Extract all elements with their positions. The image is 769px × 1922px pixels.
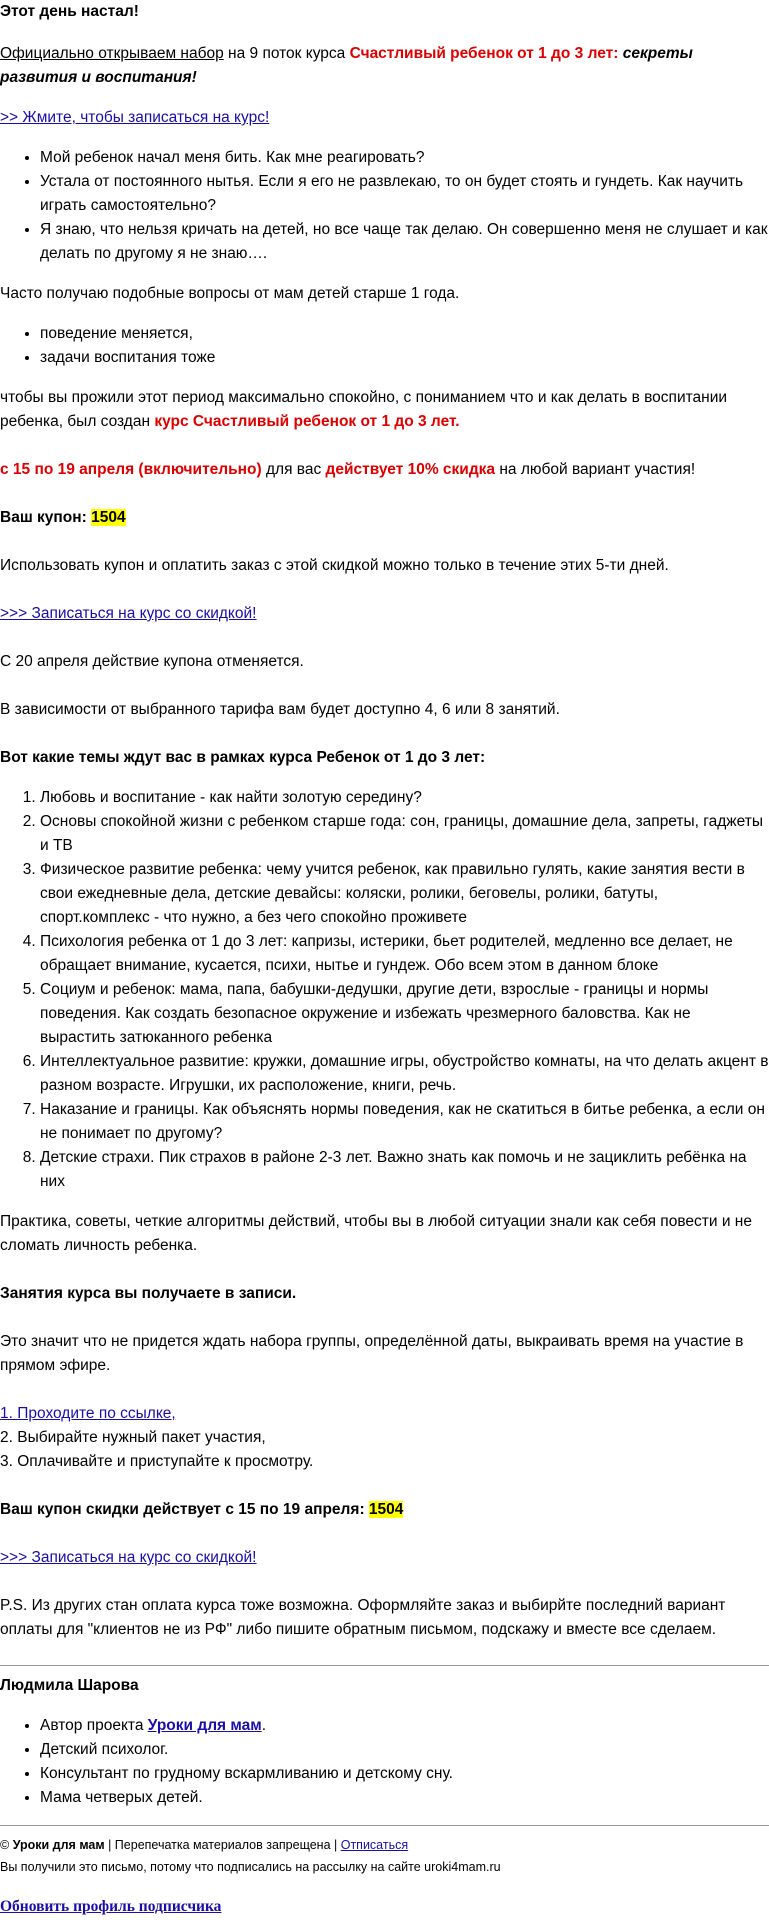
update-profile-paragraph [0, 1895, 769, 1919]
step-1-link[interactable]: 1. Проходите по ссылке, [0, 1405, 176, 1422]
discount-amount: действует 10% скидка [325, 461, 496, 478]
list-item: • задачи воспитания тоже [40, 346, 769, 370]
coupon-usage: Использовать купон и оплатить заказ с этой скидкой можно только в течение этих 5-ти дней. [0, 557, 669, 574]
discount-signup-link-2[interactable]: >>> Записаться на курс со скидкой! [0, 1549, 257, 1566]
recorded-heading: Занятия курса вы получаете в записи. [0, 1285, 297, 1302]
unsubscribe-link[interactable]: Отписаться [340, 1838, 409, 1852]
list-item: • Устала от постоянного нытья. Если я его не развлекаю, то он будет стоять и гундеть. Как научить играть самостоятельно? [40, 170, 769, 218]
tariff-text: В зависимости от выбранного тарифа вам будет доступно 4, 6 или 8 занятий. [0, 701, 560, 718]
steps-block [0, 1402, 769, 1474]
purpose-text: чтобы вы прожили этот период максимально спокойно, с пониманием что и как делать в воспитании ребенка, был создан [0, 389, 728, 430]
list-item: • Мама четверых детей. [40, 1786, 769, 1810]
update-profile-link[interactable]: Обновить профиль подписчика [0, 1898, 222, 1915]
copyright-symbol: © [0, 1838, 13, 1852]
final-coupon-code: 1504 [368, 1501, 404, 1518]
footer-line [0, 1837, 769, 1853]
list-item: 5. Социум и ребенок: мама, папа, бабушки-дедушки, другие дети, взрослые - границы и нормы поведения. Как создать безопасное окружение и избежать чрезмерного баловства. Как не вырастить затюканного ребенка [40, 978, 769, 1050]
practice-text: Практика, советы, четкие алгоритмы действий, чтобы вы в любой ситуации знали как себя повести и не сломать личность ребенка. [0, 1213, 752, 1254]
footer-brand: Уроки для мам [12, 1838, 105, 1852]
intro-underlined: Официально открываем набор [0, 45, 224, 62]
list-item: • поведение меняется, [40, 322, 769, 346]
list-item: • Детский психолог. [40, 1738, 769, 1762]
recorded-text: Это значит что не придется ждать набора группы, определённой даты, выкраивать время на участие в прямом эфире. [0, 1333, 744, 1374]
step-3-text: 3. Оплачивайте и приступайте к просмотру. [0, 1453, 314, 1470]
email-heading: Этот день настал! [0, 3, 139, 20]
project-suffix: . [261, 1717, 267, 1734]
list-item: 4. Психология ребенка от 1 до 3 лет: капризы, истерики, бьет родителей, медленно все делает, не обращает внимание, кусается, психи, нытье и гундеж. Обо всем этом в данном блоке [40, 930, 769, 978]
discount-dates: с 15 по 19 апреля (включительно) [0, 461, 262, 478]
list-item [40, 1714, 769, 1738]
signup-paragraph [0, 106, 769, 130]
intro-course-subtitle: секреты развития и воспитания! [0, 45, 693, 86]
topics-list [0, 786, 769, 1194]
author-roles-list [0, 1714, 769, 1810]
footer-divider [0, 1825, 769, 1826]
list-item: 6. Интеллектуальное развитие: кружки, домашние игры, обустройство комнаты, на что делать акцент в разном возрасте. Игрушки, их расположение, книги, речь. [40, 1050, 769, 1098]
coupon-code: 1504 [91, 509, 126, 526]
author-name: Людмила Шарова [0, 1677, 139, 1694]
list-item: 2. Основы спокойной жизни с ребенком старше года: сон, границы, домашние дела, запреты, гаджеты и ТВ [40, 810, 769, 858]
step-2-text: 2. Выбирайте нужный пакет участия, [0, 1429, 266, 1446]
final-coupon-label: Ваш купон скидки действует с 15 по 19 апреля: [0, 1501, 369, 1518]
purpose-paragraph [0, 386, 769, 434]
coupon-cancel: С 20 апреля действие купона отменяется. [0, 653, 304, 670]
list-item: 7. Наказание и границы. Как объяснять нормы поведения, как не скатиться в битье ребенка, а если он не понимает по другому? [40, 1098, 769, 1146]
discount-text-1: для вас [261, 461, 326, 478]
coupon-label: Ваш купон: [0, 509, 92, 526]
discount-signup-link[interactable]: >>> Записаться на курс со скидкой! [0, 605, 257, 622]
coupon-paragraph [0, 506, 769, 530]
changes-list [0, 322, 769, 370]
intro-paragraph [0, 42, 769, 90]
intro-plain: на 9 поток курса [223, 45, 350, 62]
questions-list [0, 146, 769, 266]
final-coupon-paragraph [0, 1498, 769, 1522]
list-item: 3. Физическое развитие ребенка: чему учится ребенок, как правильно гулять, какие занятия вести в свои ежедневные дела, детские девайсы: коляски, ролики, беговелы, ролики, батуты, спорт.комплекс - что нужно, а без чего спокойно проживете [40, 858, 769, 930]
often-paragraph: Часто получаю подобные вопросы от мам детей старше 1 года. [0, 285, 460, 302]
ps-text: P.S. Из других стан оплата курса тоже возможна. Оформляйте заказ и выбирйте последний вариант оплаты для "клиентов не из РФ" либо пишите обратным письмом, подскажу и вместе все сделаем. [0, 1597, 726, 1638]
list-item: 8. Детские страхи. Пик страхов в районе 2-3 лет. Важно знать как помочь и не зациклить ребёнка на них [40, 1146, 769, 1194]
list-item: • Мой ребенок начал меня бить. Как мне реагировать? [40, 146, 769, 170]
list-item: • Я знаю, что нельзя кричать на детей, но все чаще так делаю. Он совершенно меня не слушает и как делать по другому я не знаю…. [40, 218, 769, 266]
intro-course-name: Счастливый ребенок от 1 до 3 лет: [349, 45, 619, 62]
footer-separator: | Перепечатка материалов запрещена | [104, 1838, 341, 1852]
discount-link-2-paragraph [0, 1546, 769, 1570]
purpose-course-name: курс Счастливый ребенок от 1 до 3 лет. [154, 413, 460, 430]
project-link[interactable]: Уроки для мам [147, 1717, 262, 1734]
discount-text-2: на любой вариант участия! [495, 461, 696, 478]
discount-link-paragraph [0, 602, 769, 626]
divider [0, 1665, 769, 1666]
list-item: • Консультант по грудному вскармливанию и детскому сну. [40, 1762, 769, 1786]
discount-paragraph [0, 458, 769, 482]
signup-link[interactable]: >> Жмите, чтобы записаться на курс! [0, 109, 270, 126]
list-item: 1. Любовь и воспитание - как найти золотую середину? [40, 786, 769, 810]
subscribed-note: Вы получили это письмо, потому что подписались на рассылку на сайте uroki4mam.ru [0, 1860, 501, 1874]
project-prefix: Автор проекта [40, 1717, 148, 1734]
topics-heading: Вот какие темы ждут вас в рамках курса Ребенок от 1 до 3 лет: [0, 749, 486, 766]
